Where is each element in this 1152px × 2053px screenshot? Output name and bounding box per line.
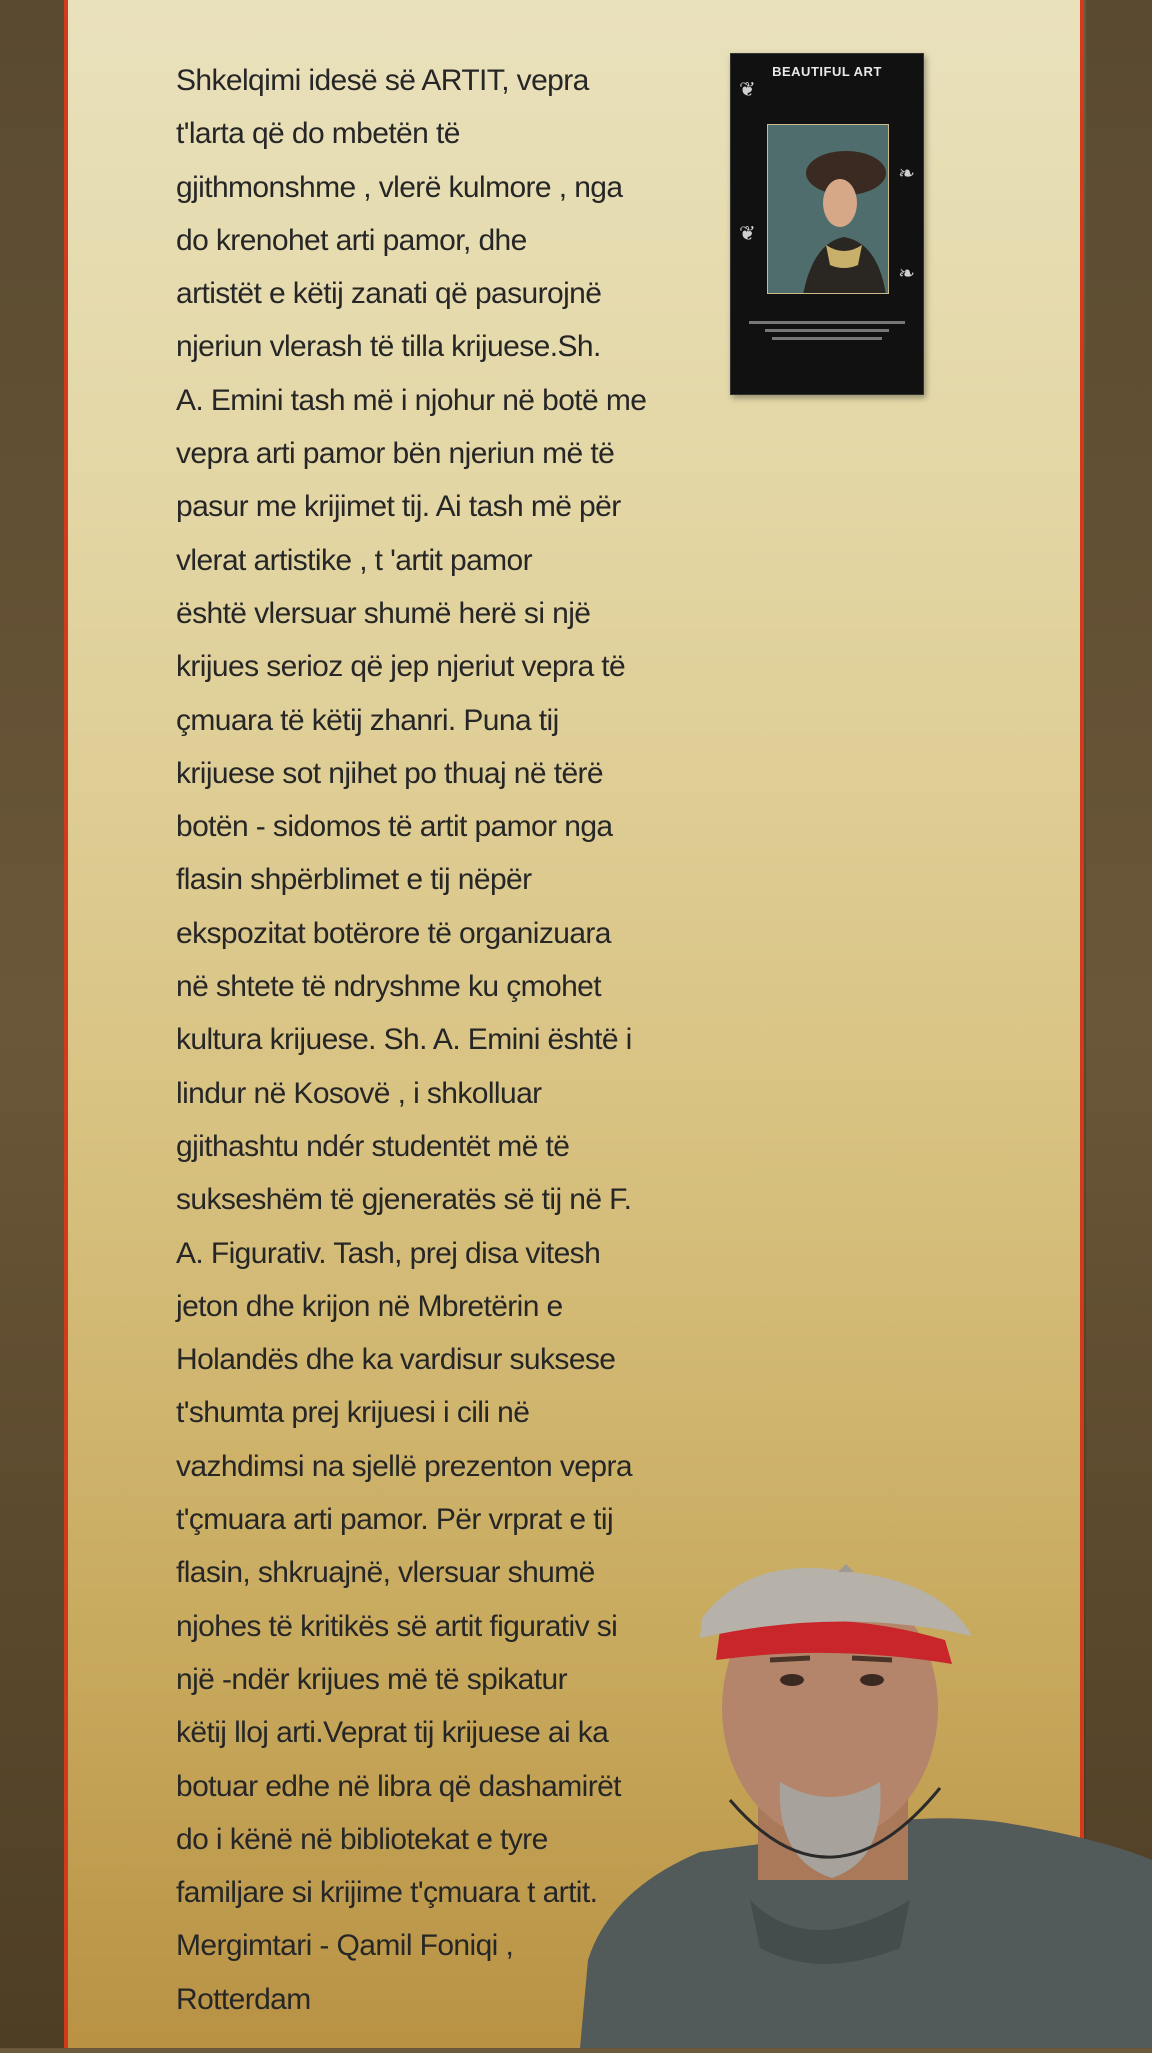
article-line: vepra arti pamor bën njeriun më të xyxy=(176,437,615,471)
book-cover-title: BEAUTIFUL ART xyxy=(772,64,882,79)
ornament-icon: ❦ xyxy=(739,79,756,101)
article-line: t'shumta prej krijuesi i cili në xyxy=(176,1396,530,1430)
article-line: flasin shpërblimet e tij nëpër xyxy=(176,863,532,897)
article-line: krijuese sot njihet po thuaj në tërë xyxy=(176,756,604,790)
article-line: çmuara të këtij zhanri. Puna tij xyxy=(176,703,559,737)
book-cover-portrait xyxy=(767,124,889,294)
book-cover-caption xyxy=(749,316,905,345)
article-line: flasin, shkruajnë, vlersuar shumë xyxy=(176,1556,595,1590)
article-line: pasur me krijimet tij. Ai tash më për xyxy=(176,490,621,524)
article-line: t'larta që do mbetën të xyxy=(176,117,460,151)
article-line: krijues serioz që jep njeriut vepra të xyxy=(176,650,626,684)
article-line: një -ndër krijues më të spikatur xyxy=(176,1662,567,1696)
article-line: vazhdimsi na sjellë prezenton vepra xyxy=(176,1449,632,1483)
article-line: artistët e këtij zanati që pasurojnë xyxy=(176,277,602,311)
article-line: jeton dhe krijon në Mbretërin e xyxy=(176,1289,563,1323)
article-line: ekspozitat botërore të organizuara xyxy=(176,916,611,950)
article-line: kultura krijuese. Sh. A. Emini është i xyxy=(176,1023,632,1057)
article-line: botuar edhe në libra që dashamirët xyxy=(176,1769,621,1803)
article-line: A. Emini tash më i njohur në botë me xyxy=(176,383,647,417)
article-line: Rotterdam xyxy=(176,1982,311,2016)
article-line: vlerat artistike , t 'artit pamor xyxy=(176,543,533,577)
article-line: sukseshëm të gjeneratës së tij në F. xyxy=(176,1183,632,1217)
article-line: lindur në Kosovë , i shkolluar xyxy=(176,1076,542,1110)
article-line: botën - sidomos të artit pamor nga xyxy=(176,810,613,844)
ornament-icon: ❦ xyxy=(739,223,756,245)
article-line: familjare si krijime t'çmuara t artit. xyxy=(176,1876,598,1910)
article-line: gjithmonshme , vlerë kulmore , nga xyxy=(176,170,623,204)
article-line: njeriun vlerash të tilla krijuese.Sh. xyxy=(176,330,601,364)
article-line: këtij lloj arti.Veprat tij krijuese ai ka xyxy=(176,1716,609,1750)
author-photo xyxy=(580,1560,1152,2048)
article-line: Mergimtari - Qamil Foniqi , xyxy=(176,1929,514,1963)
article-line: në shtete të ndryshme ku çmohet xyxy=(176,970,601,1004)
article-line: A. Figurativ. Tash, prej disa vitesh xyxy=(176,1236,601,1270)
ornament-icon: ❧ xyxy=(898,263,915,285)
article-line: do i kënë në bibliotekat e tyre xyxy=(176,1822,548,1856)
article-line: do krenohet arti pamor, dhe xyxy=(176,223,527,257)
article-line: gjithashtu ndér studentët më të xyxy=(176,1129,570,1163)
left-margin-band xyxy=(0,0,64,2048)
ornament-icon: ❧ xyxy=(898,163,915,185)
article-line: njohes të kritikës së artit figurativ si xyxy=(176,1609,618,1643)
book-cover-image xyxy=(730,53,924,395)
article-line: Holandës dhe ka vardisur suksese xyxy=(176,1343,616,1377)
article-line: është vlersuar shumë herë si një xyxy=(176,596,591,630)
article-line: Shkelqimi idesë së ARTIT, vepra xyxy=(176,64,589,97)
article-line: t'çmuara arti pamor. Për vrprat e tij xyxy=(176,1503,614,1537)
